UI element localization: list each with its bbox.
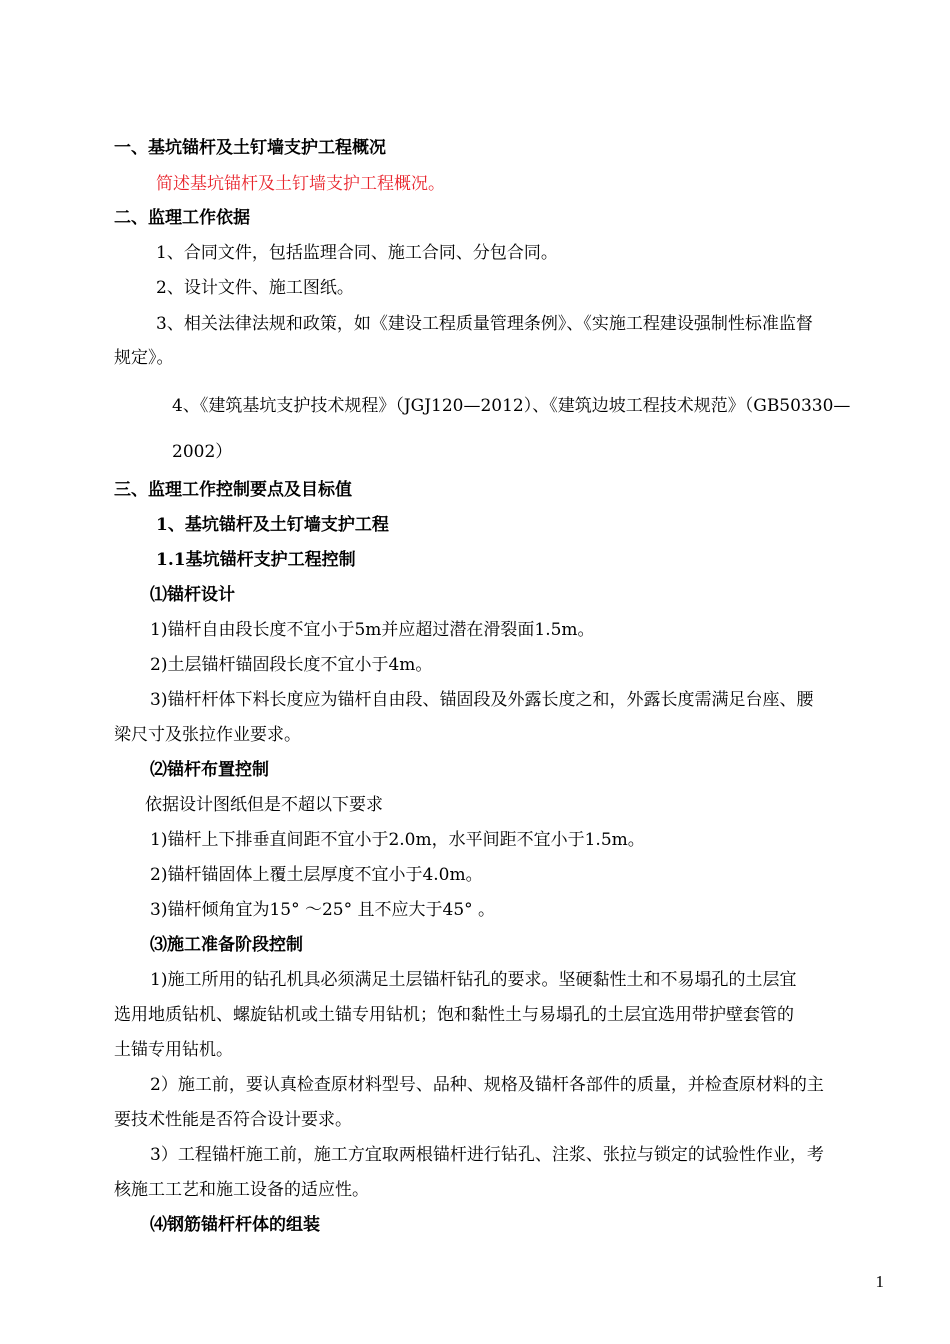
basis-item-3: 3、相关法律法规和政策，如《建设工程质量管理条例》、《实施工程建设强制性标准监督 <box>156 314 813 334</box>
part1-line-1: 1)锚杆自由段长度不宜小于5m并应超过潜在滑裂面1.5m。 <box>150 620 595 640</box>
page-number: 1 <box>875 1272 884 1291</box>
part3-line-2: 2）施工前，要认真检查原材料型号、品种、规格及锚杆各部件的质量，并检查原材料的主 <box>150 1075 824 1095</box>
basis-item-4: 4、《建筑基坑支护技术规程》（JGJ120—2012）、《建筑边坡工程技术规范》（GB50330— <box>172 396 851 416</box>
basis-item-2: 2、设计文件、施工图纸。 <box>156 278 354 298</box>
basis-item-4-cont: 2002） <box>172 442 233 462</box>
part2-intro: 依据设计图纸但是不超以下要求 <box>145 795 383 815</box>
part3-line-2-cont: 要技术性能是否符合设计要求。 <box>114 1110 352 1130</box>
part2-line-3: 3)锚杆倾角宜为15° ～25° 且不应大于45° 。 <box>150 900 496 920</box>
part-title-4: ⑷钢筋锚杆杆体的组装 <box>150 1215 320 1235</box>
part2-line-1: 1)锚杆上下排垂直间距不宜小于2.0m，水平间距不宜小于1.5m。 <box>150 830 645 850</box>
part-title-1: ⑴锚杆设计 <box>150 585 235 605</box>
section-heading-1: 一、基坑锚杆及土钉墙支护工程概况 <box>114 138 386 158</box>
basis-item-1: 1、合同文件，包括监理合同、施工合同、分包合同。 <box>156 243 558 263</box>
section-note-1: 简述基坑锚杆及土钉墙支护工程概况。 <box>156 174 445 194</box>
section-heading-2: 二、监理工作依据 <box>114 208 250 228</box>
part1-line-3: 3)锚杆杆体下料长度应为锚杆自由段、锚固段及外露长度之和，外露长度需满足台座、腰 <box>150 690 814 710</box>
part3-line-3: 3）工程锚杆施工前，施工方宜取两根锚杆进行钻孔、注浆、张拉与锁定的试验性作业，考 <box>150 1145 824 1165</box>
section-heading-3: 三、监理工作控制要点及目标值 <box>114 480 352 500</box>
part1-line-3-cont: 梁尺寸及张拉作业要求。 <box>114 725 301 745</box>
part3-line-3-cont: 核施工工艺和施工设备的适应性。 <box>114 1180 369 1200</box>
part-title-3: ⑶施工准备阶段控制 <box>150 935 303 955</box>
part3-line-1-cont: 选用地质钻机、螺旋钻机或土锚专用钻机；饱和黏性土与易塌孔的土层宜选用带护壁套管的 <box>114 1005 794 1025</box>
subsection-heading-1-1: 1.1基坑锚杆支护工程控制 <box>156 550 356 570</box>
subsection-heading-1: 1、基坑锚杆及土钉墙支护工程 <box>156 515 389 535</box>
part3-line-1-cont2: 土锚专用钻机。 <box>114 1040 233 1060</box>
part1-line-2: 2)土层锚杆锚固段长度不宜小于4m。 <box>150 655 433 675</box>
part3-line-1: 1)施工所用的钻孔机具必须满足土层锚杆钻孔的要求。坚硬黏性土和不易塌孔的土层宜 <box>150 970 797 990</box>
basis-item-3-cont: 规定》。 <box>114 348 174 368</box>
part2-line-2: 2)锚杆锚固体上覆土层厚度不宜小于4.0m。 <box>150 865 483 885</box>
part-title-2: ⑵锚杆布置控制 <box>150 760 269 780</box>
